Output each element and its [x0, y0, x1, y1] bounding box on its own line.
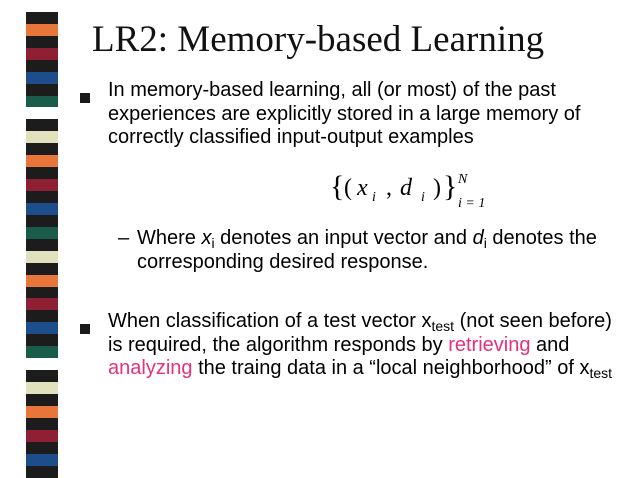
formula-open-paren: ( [344, 175, 352, 201]
stripe-segment [26, 96, 58, 108]
stripe-segment [26, 60, 58, 72]
stripe-segment [26, 406, 58, 418]
stripe-segment [26, 322, 58, 334]
stripe-segment [26, 310, 58, 322]
formula-d-sub: i [421, 190, 425, 205]
formula-comma: , [386, 175, 392, 201]
stripe-segment [26, 84, 58, 96]
var-x: x [201, 227, 212, 249]
stripe-segment [26, 239, 58, 251]
stripe-segment [26, 119, 58, 131]
var-d-sub: i [483, 235, 487, 251]
stripe-segment [26, 36, 58, 48]
b2-text-b: (not seen before) is required, the algorithm responds by [108, 310, 612, 356]
stripe-segment [26, 394, 58, 406]
sub-bullet-1 [137, 227, 617, 274]
stripe-segment [26, 72, 58, 84]
stripe-segment [26, 430, 58, 442]
stripe-segment [26, 370, 58, 382]
stripe-segment [26, 298, 58, 310]
formula-x-sub: i [372, 190, 376, 205]
stripe-segment [26, 287, 58, 299]
examples-set-formula [330, 166, 520, 214]
sub-text-a: Where [137, 227, 202, 249]
stripe-segment [26, 382, 58, 394]
formula-subscript: i = 1 [458, 196, 486, 211]
formula-superscript: N [458, 172, 468, 187]
highlight-analyzing: analyzing [108, 357, 193, 379]
stripe-segment [26, 215, 58, 227]
bullet-marker-1 [80, 93, 90, 103]
stripe-segment [26, 227, 58, 239]
bullet-1 [108, 79, 623, 150]
stripe-segment [26, 442, 58, 454]
bullet-marker-2 [80, 324, 90, 334]
stripe-segment [26, 346, 58, 358]
sub-bullet-dash: – [118, 227, 130, 249]
sub-text-c: denotes the corresponding desired response. [137, 227, 597, 273]
formula-x: x [357, 175, 368, 201]
b2-text-d: the traing data in a “local neighborhood” of x [192, 357, 590, 379]
stripe-segment [26, 0, 58, 12]
stripe-segment [26, 155, 58, 167]
stripe-segment [26, 131, 58, 143]
slide-title: LR2: Memory-based Learning [92, 19, 545, 60]
b2-sub-test-1: test [431, 318, 455, 334]
b2-sub-test-2: test [589, 365, 613, 381]
formula-open-brace: { [330, 170, 345, 203]
stripe-segment [26, 191, 58, 203]
stripe-segment [26, 143, 58, 155]
stripe-segment [26, 203, 58, 215]
stripe-segment [26, 12, 58, 24]
stripe-segment [26, 454, 58, 466]
stripe-segment [26, 48, 58, 60]
formula-close-paren: ) [433, 175, 441, 201]
stripe-segment [26, 466, 58, 478]
stripe-segment [26, 24, 58, 36]
stripe-segment [26, 358, 58, 370]
bullet-2 [108, 310, 618, 381]
bullet-1-text: In memory-based learning, all (or most) of the past experiences are explicitly stored in a large memory of correctly classified input-output examples [108, 79, 581, 148]
b2-text-a: When classification of a test vector x [108, 310, 432, 332]
stripe-segment [26, 107, 58, 119]
stripe-segment [26, 418, 58, 430]
stripe-segment [26, 251, 58, 263]
formula-d: d [400, 175, 412, 201]
left-edge [0, 0, 8, 478]
decorative-stripe [26, 0, 58, 478]
b2-text-c: and [530, 333, 570, 356]
sub-text-b: denotes an input vector and [214, 227, 473, 249]
stripe-segment [26, 263, 58, 275]
stripe-segment [26, 167, 58, 179]
stripe-segment [26, 334, 58, 346]
formula-close-brace: } [443, 170, 458, 203]
highlight-retrieving: retrieving [448, 333, 531, 356]
stripe-segment [26, 275, 58, 287]
var-x-sub: i [211, 235, 215, 251]
stripe-segment [26, 179, 58, 191]
var-d: d [472, 227, 484, 249]
